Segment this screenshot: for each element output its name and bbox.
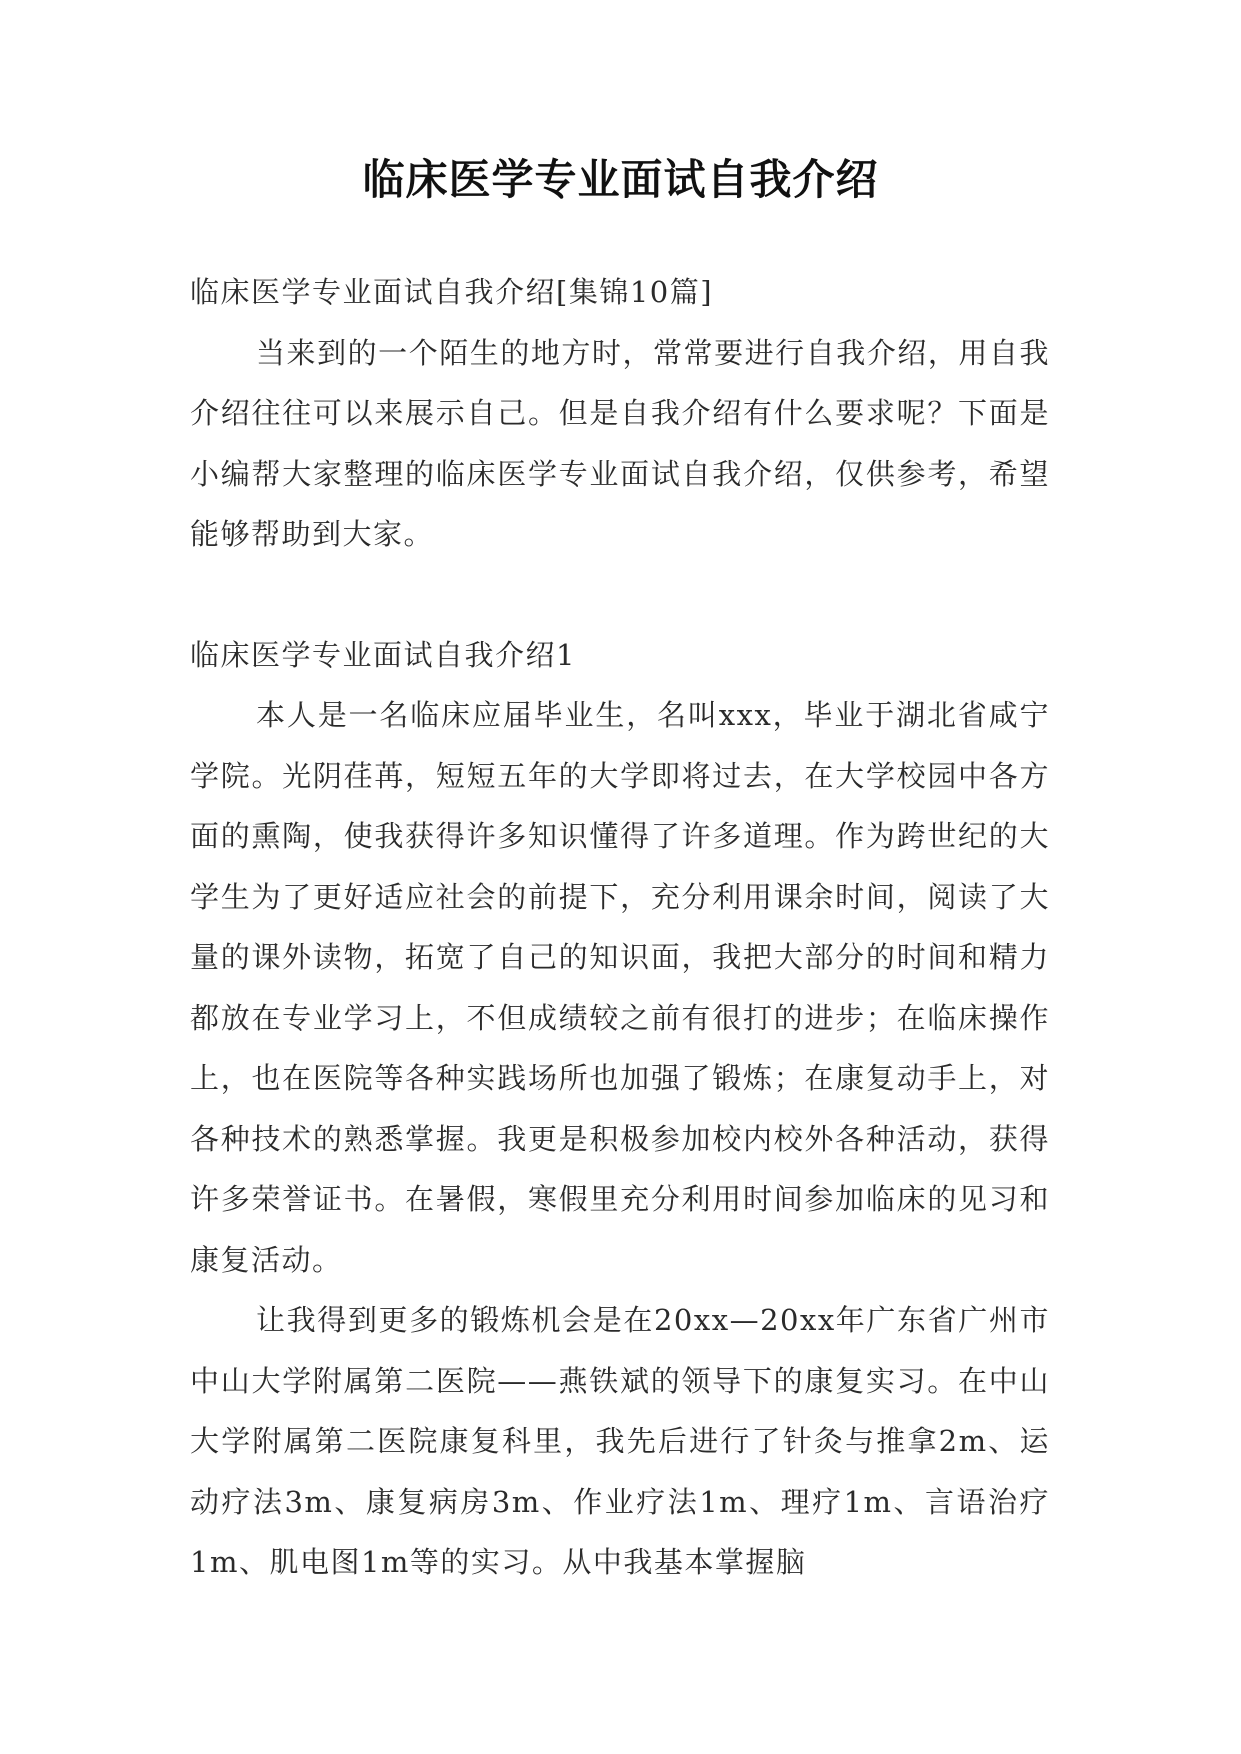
- section-spacer: [190, 565, 1050, 625]
- section-heading: 临床医学专业面试自我介绍1: [190, 637, 576, 672]
- document-body: [190, 262, 1050, 1593]
- body-paragraph: 让我得到更多的锻炼机会是在20xx—20xx年广东省广州市中山大学附属第二医院——燕铁斌的领导下的康复实习。在中山大学附属第二医院康复科里，我先后进行了针灸与推拿2m、运动疗法3m、康复病房3m、作业疗法1m、理疗1m、言语治疗1m、肌电图1m等的实习。从中我基本掌握脑: [190, 1303, 1050, 1579]
- body-paragraph: 本人是一名临床应届毕业生，名叫xxx，毕业于湖北省咸宁学院。光阴荏苒，短短五年的大学即将过去，在大学校园中各方面的熏陶，使我获得许多知识懂得了许多道理。作为跨世纪的大学生为了更好适应社会的前提下，充分利用课余时间，阅读了大量的课外读物，拓宽了自己的知识面，我把大部分的时间和精力都放在专业学习上，不但成绩较之前有很打的进步；在临床操作上，也在医院等各种实践场所也加强了锻炼；在康复动手上，对各种技术的熟悉掌握。我更是积极参加校内校外各种活动，获得许多荣誉证书。在暑假，寒假里充分利用时间参加临床的见习和康复活动。: [190, 698, 1050, 1277]
- document-title: 临床医学专业面试自我介绍: [362, 155, 879, 204]
- document-subtitle: 临床医学专业面试自我介绍[集锦10篇]: [190, 275, 714, 309]
- intro-paragraph: 当来到的一个陌生的地方时，常常要进行自我介绍，用自我介绍往往可以来展示自己。但是自我介绍有什么要求呢？下面是小编帮大家整理的临床医学专业面试自我介绍，仅供参考，希望能够帮助到大家。: [190, 335, 1050, 551]
